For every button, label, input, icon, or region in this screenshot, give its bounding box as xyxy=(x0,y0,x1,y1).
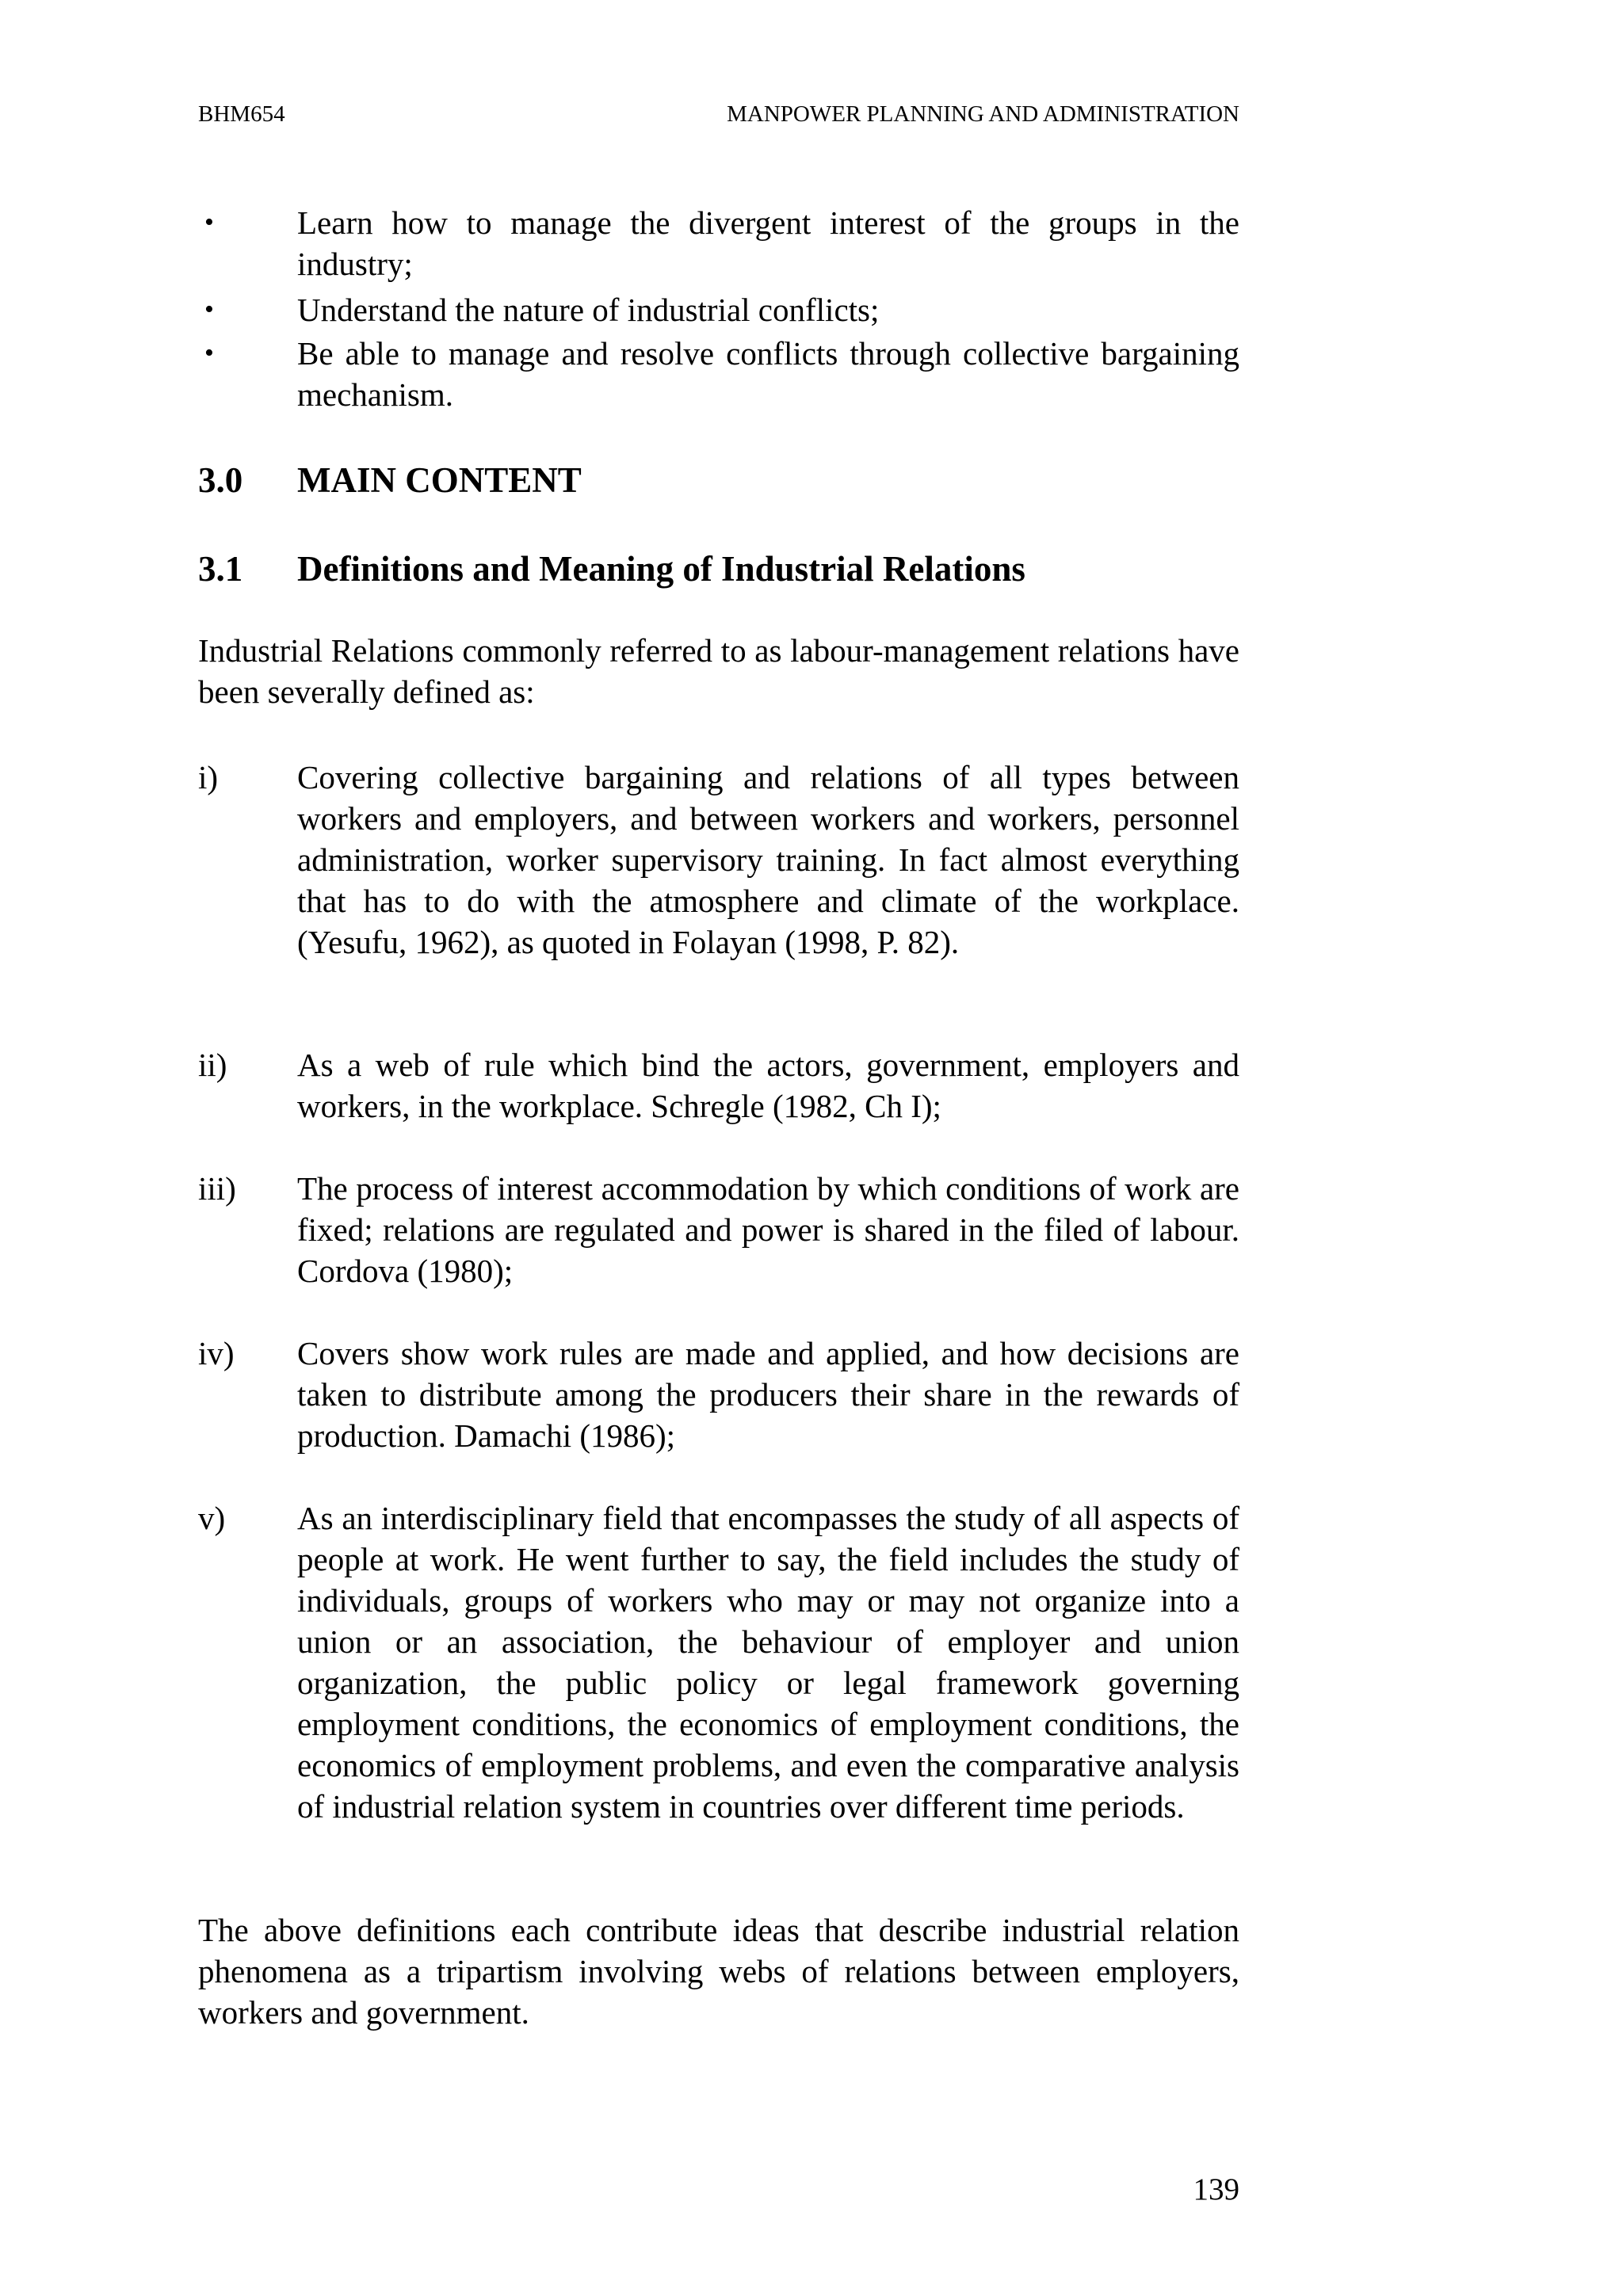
course-title: MANPOWER PLANNING AND ADMINISTRATION xyxy=(727,101,1239,127)
definition-item xyxy=(198,1333,1239,1456)
definition-marker: iii) xyxy=(198,1170,236,1207)
objective-item xyxy=(198,289,1239,330)
intro-paragraph: Industrial Relations commonly referred to as labour-management relations have been severally defined as: xyxy=(198,632,1239,710)
running-header xyxy=(198,98,1239,130)
definition-text: Covers show work rules are made and applied, and how decisions are taken to distribute among the producers their share in the rewards of production. Damachi (1986); xyxy=(297,1335,1239,1454)
definition-marker: ii) xyxy=(198,1047,227,1083)
section-number: 3.1 xyxy=(198,549,243,589)
section-number: 3.0 xyxy=(198,460,243,500)
bullet-symbol: • xyxy=(204,295,214,324)
objective-item xyxy=(198,202,1239,284)
section-title: MAIN CONTENT xyxy=(297,460,582,500)
page-number: 139 xyxy=(1193,2172,1239,2206)
definition-marker: v) xyxy=(198,1500,226,1536)
objective-text: Understand the nature of industrial conflicts; xyxy=(297,292,880,328)
section-title: Definitions and Meaning of Industrial Relations xyxy=(297,549,1025,589)
definition-text: The process of interest accommodation by which conditions of work are fixed; relations are regulated and power is shared in the filed of labour. Cordova (1980); xyxy=(297,1170,1239,1289)
definition-item xyxy=(198,757,1239,963)
closing-paragraph: The above definitions each contribute ideas that describe industrial relation phenomena as a tripartism involving webs of relations between employers, workers and government. xyxy=(198,1912,1239,2031)
objective-item xyxy=(198,333,1239,415)
definition-text: As a web of rule which bind the actors, government, employers and workers, in the workplace. Schregle (1982, Ch I); xyxy=(297,1047,1239,1124)
definition-item xyxy=(198,1497,1239,1827)
course-code: BHM654 xyxy=(198,101,285,127)
bullet-symbol: • xyxy=(204,338,214,368)
definition-item xyxy=(198,1168,1239,1291)
bullet-symbol: • xyxy=(204,208,214,237)
objective-text: Be able to manage and resolve conflicts through collective bargaining mechanism. xyxy=(297,335,1239,413)
definition-item xyxy=(198,1044,1239,1127)
definition-text: Covering collective bargaining and relations of all types between workers and employers, and between workers and workers, personnel administration, worker supervisory training. In fact almost everything that has to do with the atmosphere and climate of the workplace. (Yesufu, 1962), as quoted in Folayan (1998, P. 82). xyxy=(297,759,1239,960)
definition-marker: iv) xyxy=(198,1335,235,1371)
objective-text: Learn how to manage the divergent interest of the groups in the industry; xyxy=(297,204,1239,282)
definition-text: As an interdisciplinary field that encompasses the study of all aspects of people at work. He went further to say, the field includes the study of individuals, groups of workers who may or may not organize into a union or an association, the behaviour of employer and union organization, the public policy or legal framework governing employment conditions, the economics of employment conditions, the economics of employment problems, and even the comparative analysis of industrial relation system in countries over different time periods. xyxy=(297,1500,1239,1825)
definition-marker: i) xyxy=(198,759,219,795)
